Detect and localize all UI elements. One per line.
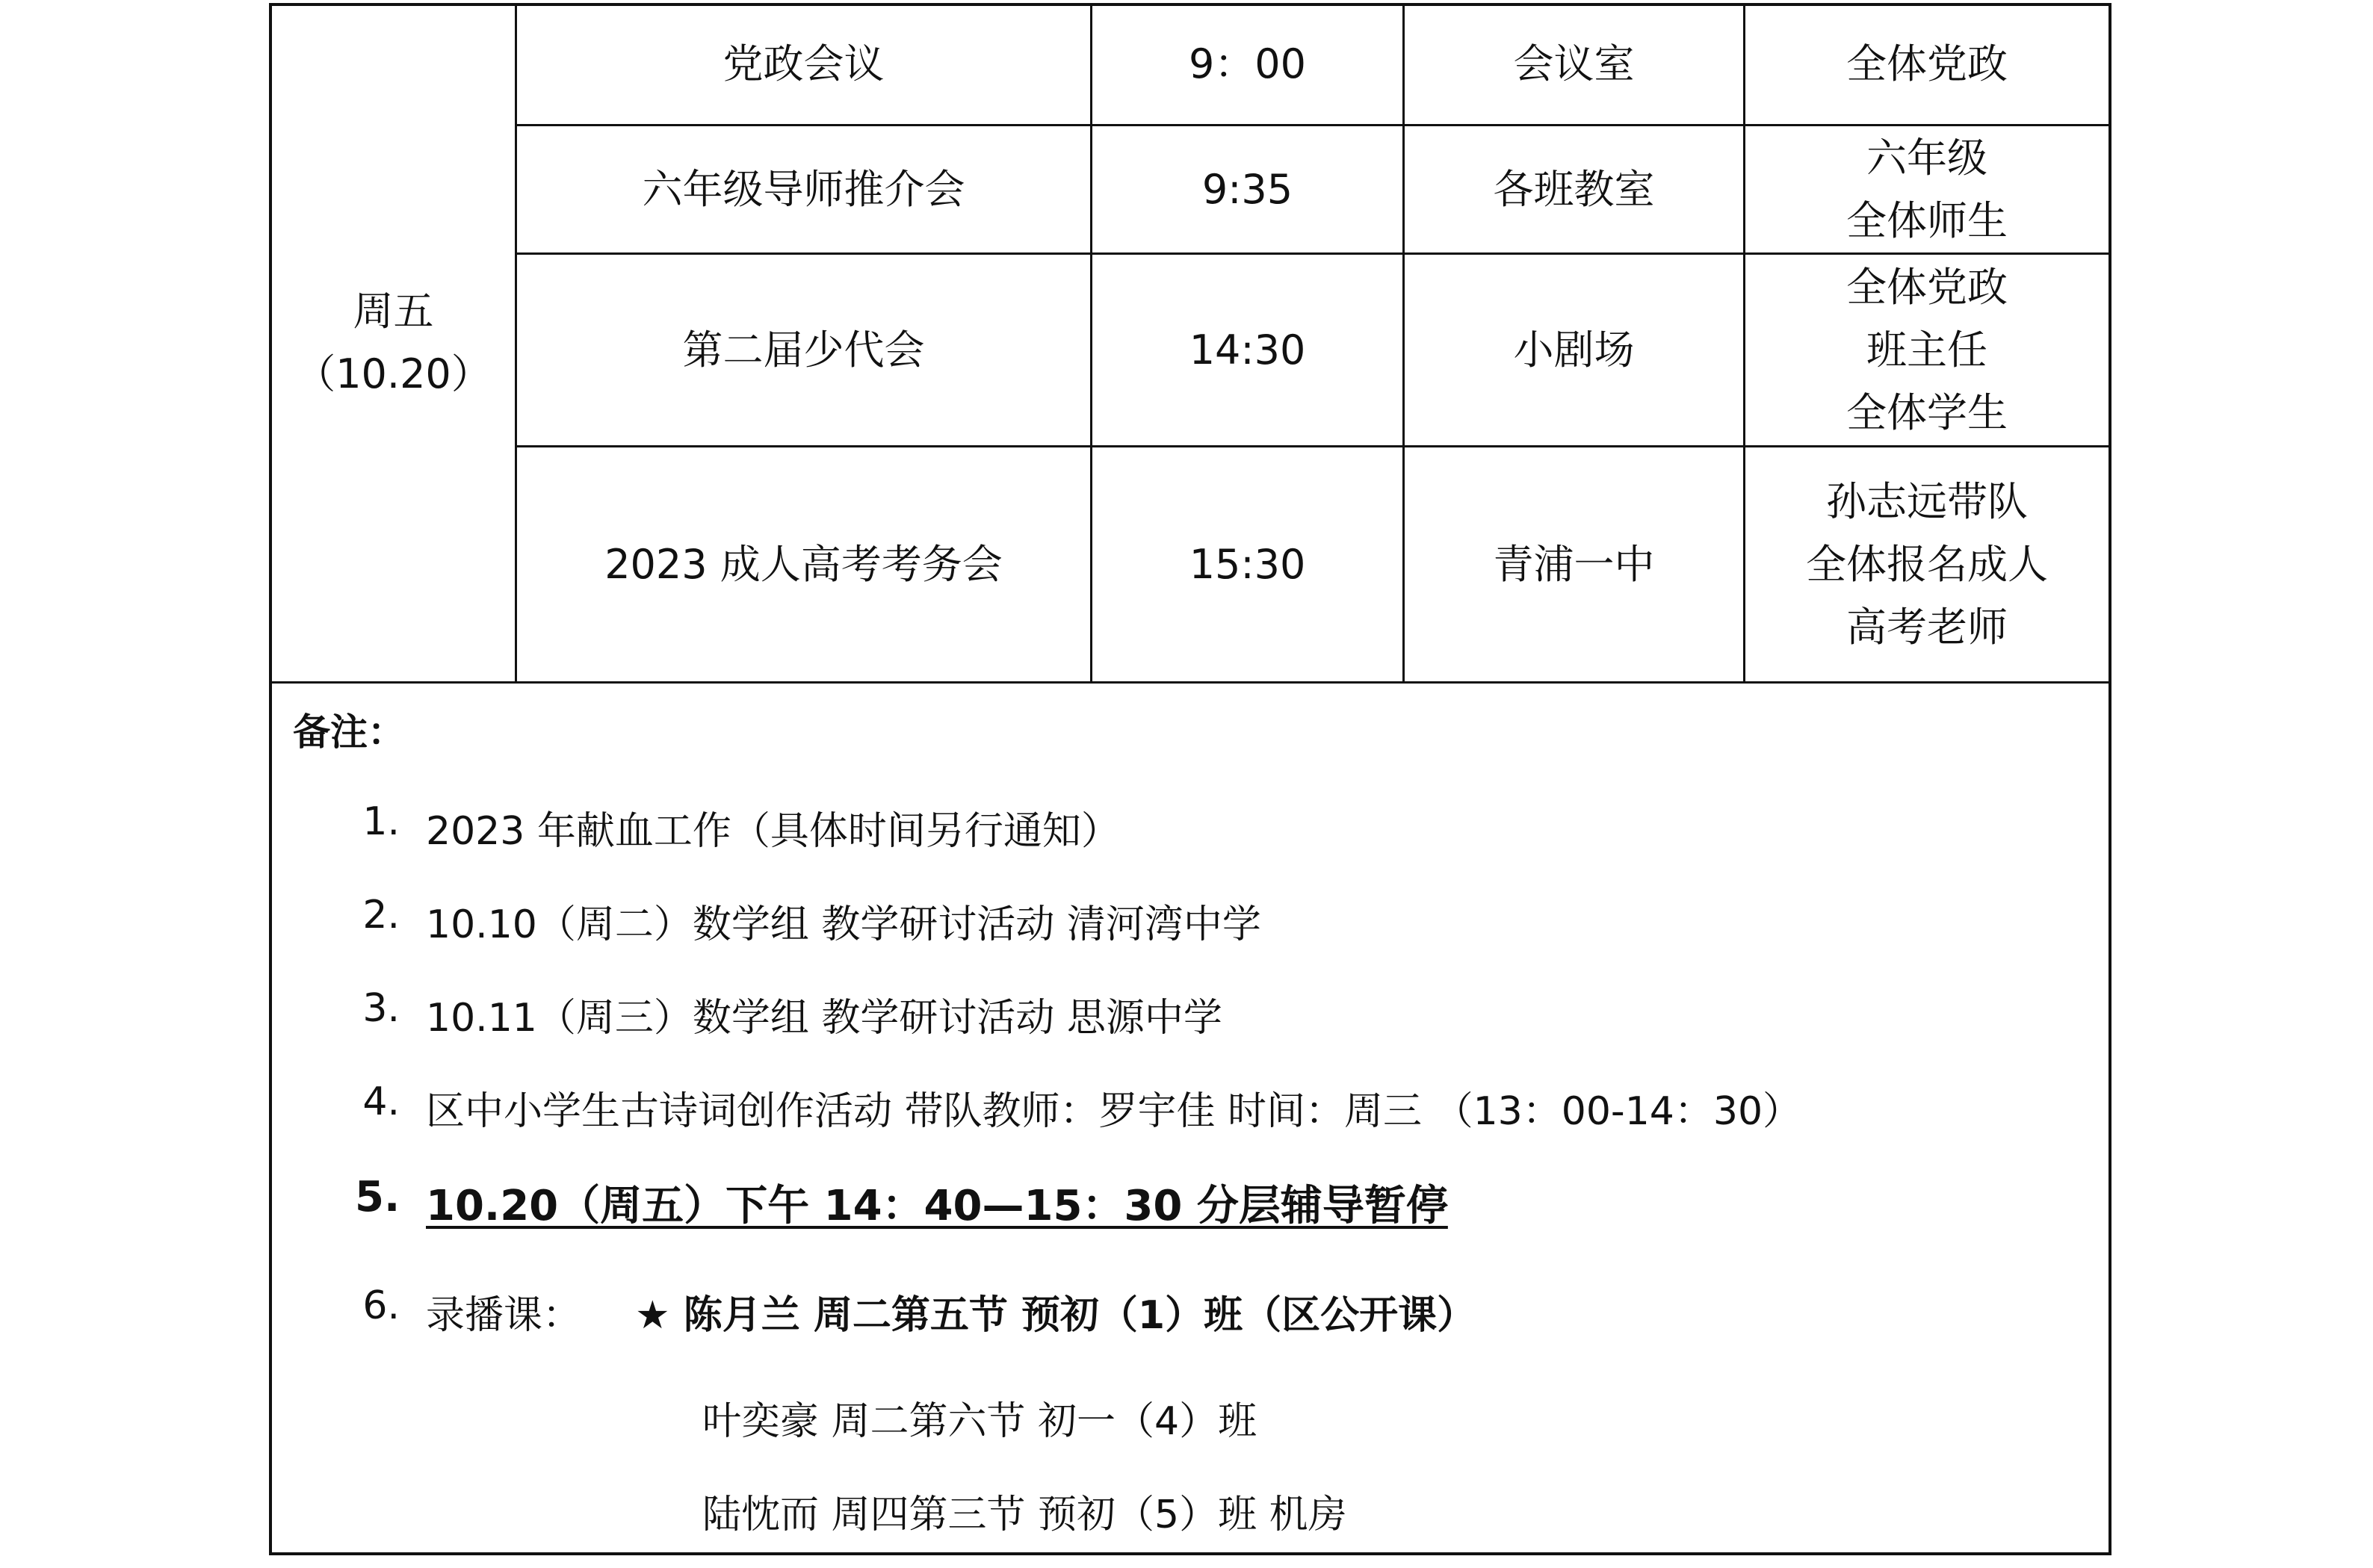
- table-divider: [270, 681, 2110, 684]
- table-cell-place: 各班教室: [1493, 165, 1655, 213]
- table-cell-time: 9：00: [1188, 40, 1307, 87]
- table-cell-event: 第二届少代会: [682, 326, 925, 374]
- table-cell-place: 青浦一中: [1493, 540, 1655, 588]
- day-name: 周五: [353, 288, 434, 335]
- table-cell-time: 15:30: [1189, 540, 1306, 588]
- table-cell-place: 会议室: [1513, 40, 1635, 87]
- notes-title: 备注：: [293, 710, 405, 754]
- table-cell-participants: 全体党政: [1846, 40, 2008, 87]
- table-cell-event: 六年级导师推介会: [642, 165, 965, 213]
- table-cell-time: 14:30: [1189, 326, 1306, 374]
- table-cell-participants: 孙志远带队 全体报名成人 高考老师: [1806, 477, 2048, 651]
- table-cell-time: 9:35: [1201, 165, 1293, 213]
- day-date: （10.20）: [295, 350, 492, 397]
- table-cell-event: 党政会议: [723, 40, 885, 87]
- table-cell-event: 2023 成人高考考务会: [604, 540, 1003, 588]
- table-divider: [2109, 4, 2111, 681]
- recording-entry: 叶奕豪 周二第六节 初一（4）班: [702, 1399, 1257, 1444]
- table-cell-participants: 全体党政 班主任 全体学生: [1846, 263, 2008, 436]
- table-cell-participants: 六年级 全体师生: [1846, 134, 2008, 244]
- day-cell: [272, 4, 515, 681]
- featured-lesson: ★ 陈月兰 周二第五节 预初（1）班（区公开课）: [635, 1293, 1476, 1338]
- recording-entry: 陆忱而 周四第三节 预初（5）班 机房: [702, 1493, 1347, 1537]
- table-cell-place: 小剧场: [1513, 326, 1635, 374]
